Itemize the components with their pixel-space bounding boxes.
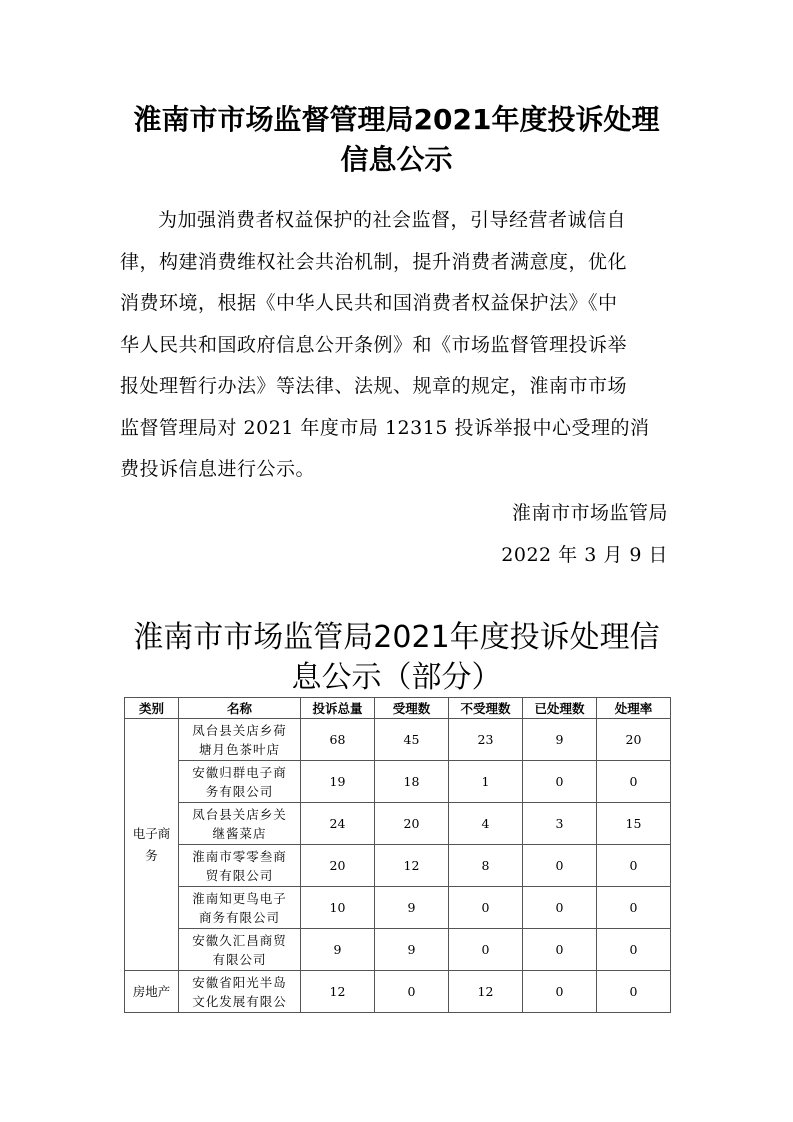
- rate-cell: 15: [597, 803, 671, 845]
- rejected-cell: 4: [449, 803, 523, 845]
- accepted-cell: 0: [375, 971, 449, 1013]
- category-cell: [125, 719, 179, 971]
- rate-cell: 0: [597, 845, 671, 887]
- name-line-2: 塘月色茶叶店: [198, 741, 280, 757]
- rejected-cell: 1: [449, 761, 523, 803]
- rate-cell: 0: [597, 971, 671, 1013]
- header-name: 名称: [179, 698, 301, 719]
- header-total: 投诉总量: [301, 698, 375, 719]
- intro-line: 华人民共和国政府信息公开条例》和《市场监督管理投诉举: [120, 333, 628, 356]
- page-title-line-1: 淮南市市场监督管理局2021年度投诉处理: [133, 103, 660, 136]
- accepted-cell: 45: [375, 719, 449, 761]
- rate-cell: 0: [597, 929, 671, 971]
- handled-cell: 0: [523, 761, 597, 803]
- rejected-cell: 23: [449, 719, 523, 761]
- name-line-1: 安徽归群电子商: [192, 764, 287, 780]
- handled-cell: 0: [523, 971, 597, 1013]
- intro-line: 为加强消费者权益保护的社会监督，引导经营者诚信自: [158, 209, 627, 231]
- name-line-1: 凤台县关店乡关: [192, 806, 287, 822]
- name-line-1: 凤台县关店乡荷: [192, 722, 287, 738]
- name-line-2: 贸有限公司: [205, 867, 274, 883]
- name-line-1: 安徽久汇昌商贸: [192, 932, 287, 948]
- accepted-cell: 20: [375, 803, 449, 845]
- total-cell: 20: [301, 845, 375, 887]
- total-cell: 12: [301, 971, 375, 1013]
- name-cell: [179, 719, 301, 761]
- rate-cell: 0: [597, 761, 671, 803]
- name-cell: [179, 971, 301, 1013]
- accepted-cell: 12: [375, 845, 449, 887]
- name-line-2: 文化发展有限公: [192, 993, 287, 1009]
- handled-cell: 9: [523, 719, 597, 761]
- name-line-1: 安徽省阳光半岛: [192, 974, 287, 990]
- name-line-2: 继酱菜店: [212, 825, 267, 841]
- intro-paragraph: [120, 200, 692, 491]
- accepted-cell: 9: [375, 887, 449, 929]
- intro-line: 费投诉信息进行公示。: [120, 458, 316, 480]
- category-label-line-2: 务: [145, 847, 158, 863]
- table-title-line-2: 息公示（部分）: [291, 660, 502, 695]
- table-header-row: [125, 698, 671, 719]
- accepted-cell: 18: [375, 761, 449, 803]
- handled-cell: 0: [523, 929, 597, 971]
- name-cell: [179, 761, 301, 803]
- total-cell: 24: [301, 803, 375, 845]
- header-category: 类别: [125, 698, 179, 719]
- category-label-line-1: 房地产: [132, 983, 171, 999]
- rejected-cell: 8: [449, 845, 523, 887]
- rate-cell: 0: [597, 887, 671, 929]
- handled-cell: 3: [523, 803, 597, 845]
- intro-line: 消费环境，根据《中华人民共和国消费者权益保护法》《中: [120, 292, 618, 314]
- name-line-2: 务有限公司: [205, 783, 274, 799]
- table-row: [125, 719, 671, 761]
- rejected-cell: 12: [449, 971, 523, 1013]
- header-rate: 处理率: [597, 698, 671, 719]
- name-cell: [179, 887, 301, 929]
- complaint-table: [124, 697, 671, 1013]
- signature-date: 2022 年 3 月 9 日: [501, 544, 668, 566]
- table-row: [125, 803, 671, 845]
- page-title-line-2: 信息公示: [340, 143, 453, 176]
- table-row: [125, 761, 671, 803]
- category-label-line-1: 电子商: [132, 825, 171, 841]
- name-cell: [179, 803, 301, 845]
- name-line-1: 淮南市零零叁商: [192, 848, 287, 864]
- total-cell: 19: [301, 761, 375, 803]
- total-cell: 9: [301, 929, 375, 971]
- header-handled: 已处理数: [523, 698, 597, 719]
- category-cell: [125, 971, 179, 1013]
- name-cell: [179, 929, 301, 971]
- table-row: [125, 887, 671, 929]
- name-line-2: 商务有限公司: [198, 909, 280, 925]
- signature-org: 淮南市市场监管局: [511, 502, 668, 524]
- handled-cell: 0: [523, 887, 597, 929]
- total-cell: 10: [301, 887, 375, 929]
- rate-cell: 20: [597, 719, 671, 761]
- intro-line: 律，构建消费维权社会共治机制，提升消费者满意度，优化: [120, 250, 628, 273]
- intro-line: 监督管理局对 2021 年度市局 12315 投诉举报中心受理的消: [120, 416, 650, 439]
- name-line-1: 淮南知更鸟电子: [192, 890, 287, 906]
- header-accepted: 受理数: [375, 698, 449, 719]
- table-row: [125, 929, 671, 971]
- table-row: [125, 845, 671, 887]
- name-cell: [179, 845, 301, 887]
- accepted-cell: 9: [375, 929, 449, 971]
- rejected-cell: 0: [449, 929, 523, 971]
- header-rejected: 不受理数: [449, 698, 523, 719]
- table-title-line-1: 淮南市市场监管局2021年度投诉处理信: [133, 620, 660, 655]
- table-row: [125, 971, 671, 1013]
- total-cell: 68: [301, 719, 375, 761]
- intro-line: 报处理暂行办法》等法律、法规、规章的规定，淮南市市场: [120, 375, 628, 397]
- handled-cell: 0: [523, 845, 597, 887]
- rejected-cell: 0: [449, 887, 523, 929]
- name-line-2: 有限公司: [212, 951, 267, 967]
